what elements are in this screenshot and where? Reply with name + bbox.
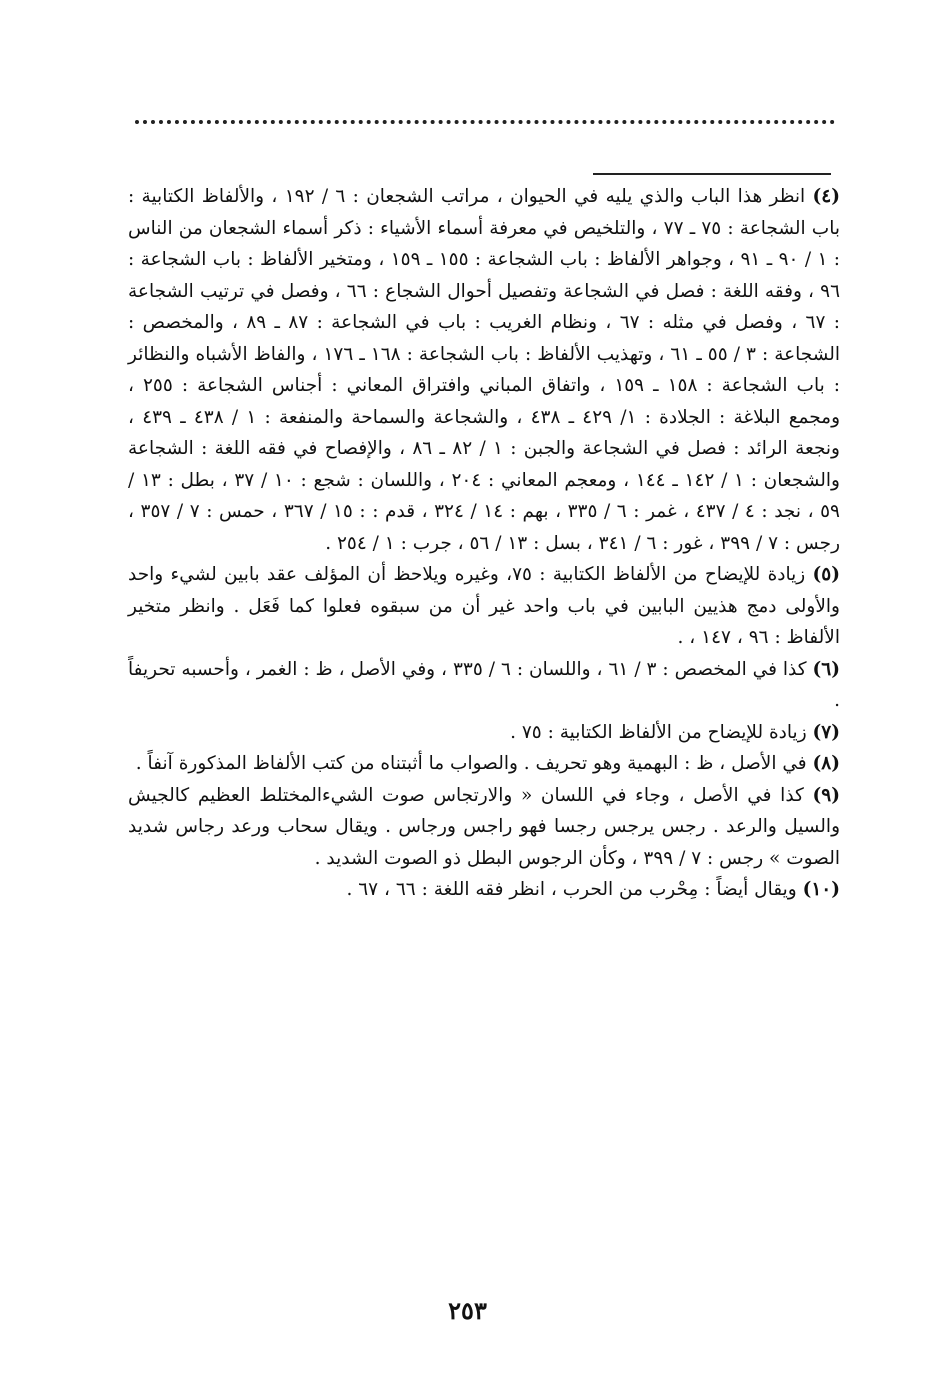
footnote-text: كذا في الأصل ، وجاء في اللسان « والارتجاس صوت الشيءالمختلط العظيم كالجيش والسيل والرعد . رجس يرجس رجسا فهو راجس ورجاس . ويقال سحاب ورعد رجاس شديد الصوت » رجس : ٧ / ٣٩٩ ، وكأن الرجوس البطل ذو الصوت الشديد . xyxy=(128,784,840,869)
footnote-number: (٧) xyxy=(812,721,840,743)
footnote-number: (٨) xyxy=(812,753,840,774)
footnote-5 xyxy=(128,559,840,654)
footnote-text: زيادة للإيضاح من الألفاظ الكتابية : ٧٥ . xyxy=(510,721,807,743)
footnote-number: (٩) xyxy=(812,784,840,806)
dotted-separator xyxy=(135,120,835,124)
footnote-9 xyxy=(128,780,840,875)
footnote-text: ويقال أيضاً : مِحْرب من الحرب ، انظر فقه اللغة : ٦٦ ، ٦٧ . xyxy=(346,879,797,900)
footnote-7 xyxy=(128,717,840,749)
footnote-8 xyxy=(128,748,840,780)
footnote-number: (٦) xyxy=(812,658,840,680)
footnote-10 xyxy=(128,874,840,906)
footnote-text: انظر هذا الباب والذي يليه في الحيوان ، مراتب الشجعان : ٦ / ١٩٢ ، والألفاظ الكتابية : باب الشجاعة : ٧٥ ـ ٧٧ ، والتلخيص في معرفة أسماء الأشياء : ذكر أسماء الشجعان من الناس : ١ / ٩٠ ـ ٩١ ، وجواهر الألفاظ : باب الشجاعة : ١٥٥ ـ ١٥٩ ، ومتخير الألفاظ : باب الشجاعة : ٩٦ ، وفقه اللغة : فصل في الشجاعة وتفصيل أحوال الشجاع : ٦٦ ، وفصل في ترتيب الشجاعة : ٦٧ ، وفصل في مثله : ٦٧ ، ونظام الغريب : باب في الشجاعة : ٨٧ ـ ٨٩ ، والمخصص : الشجاعة : ٣ / ٥٥ ـ ٦١ ، وتهذيب الألفاظ : باب الشجاعة : ١٦٨ ـ ١٧٦ ، والفاظ الأشباه والنظائر : باب الشجاعة : ١٥٨ ـ ١٥٩ ، واتفاق المباني وافتراق المعاني : أجناس الشجاعة : ٢٥٥ ، ومجمع البلاغة : الجلادة : ١/ ٤٢٩ ـ ٤٣٨ ، والشجاعة والسماحة والمنفعة : ١ / ٤٣٨ ـ ٤٣٩ ، ونجعة الرائد : فصل في الشجاعة والجبن : ١ / ٨٢ ـ ٨٦ ، والإفصاح في فقه اللغة : الشجاعة والشجعان : ١ / ١٤٢ ـ ١٤٤ ، ومعجم المعاني : ٢٠٤ ، واللسان : شجع : ١٠ / ٣٧ ، بطل : ١٣ / ٥٩ ، نجد : ٤ / ٤٣٧ ، غمر : ٦ / ٣٣٥ ، بهم : ١٤ / ٣٢٤ ، قدم : : ١٥ / ٣٦٧ ، حمس : ٧ / ٣٥٧ ، رجس : ٧ / ٣٩٩ ، غور : ٦ / ٣٤١ ، بسل : ١٣ / ٥٦ ، جرب : ١ / ٢٥٤ . xyxy=(128,186,841,554)
footnote-number: (٥) xyxy=(812,564,840,585)
footnote-text: زيادة للإيضاح من الألفاظ الكتابية : ٧٥، وغيره ويلاحظ أن المؤلف عقد بابين لشيء واحد والأولى دمج هذيين البابين في باب واحد غير أن من سبقوه فعلوا كما فَعَل . وانظر متخير الألفاظ : ٩٦ ، ١٤٧ ، . xyxy=(128,564,840,648)
footnote-4 xyxy=(128,181,840,559)
footnote-number: (٤) xyxy=(812,186,840,207)
footnote-number: (١٠) xyxy=(802,879,840,900)
footnote-6 xyxy=(128,654,840,717)
footnotes-section xyxy=(128,181,840,906)
footnote-text: في الأصل ، ظ : البهمية وهو تحريف . والصواب ما أثبتناه من كتب الألفاظ المذكورة آنفاً . xyxy=(135,753,807,774)
footnote-rule xyxy=(593,173,831,175)
page-number: ٢٥٣ xyxy=(448,1296,487,1325)
footnote-text: كذا في المخصص : ٣ / ٦١ ، واللسان : ٦ / ٣٣٥ ، وفي الأصل ، ظ : الغمر ، وأحسبه تحريفاً . xyxy=(128,658,840,711)
